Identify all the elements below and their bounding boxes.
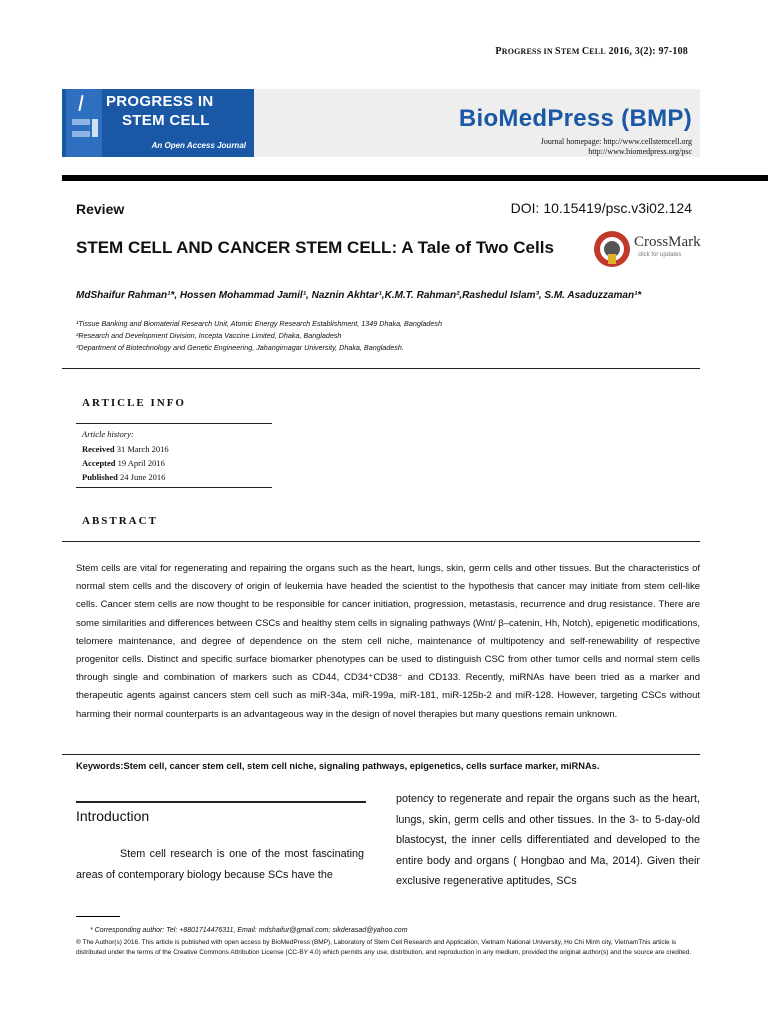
article-title: STEM CELL AND CANCER STEM CELL: A Tale of Two Cells [76,238,554,257]
crossmark-label: CrossMark [634,234,701,250]
publisher-banner [254,89,700,157]
homepage-link-2[interactable]: http://www.biomedpress.org/psc [588,147,692,156]
history-label: Article history: [82,429,134,439]
publisher-name: BioMedPress (BMP) [458,105,692,132]
received-date: Received 31 March 2016 [82,444,169,454]
footnote-rule [76,916,120,917]
running-head: PROGRESS IN STEM CELL 2016, 3(2): 97-108 [495,46,688,57]
article-type: Review [76,201,125,217]
logo-tagline: An Open Access Journal [151,141,246,150]
homepage-link-1[interactable]: Journal homepage: http://www.cellstemcell.org [540,137,692,146]
keywords: Keywords:Stem cell, cancer stem cell, stem cell niche, signaling pathways, epigenetics, cells surface marker, miRNAs. [76,761,600,771]
author-list: MdShaifur Rahman¹*, Hossen Mohammad Jamil¹, Naznin Akhtar¹,K.M.T. Rahman²,Rashedul Islam³, S.M. Asaduzzaman¹* [76,290,642,301]
logo-line1: PROGRESS IN [106,93,214,110]
crossmark-sublabel: click for updates [638,252,682,258]
affiliation-3: ³Department of Biotechnology and Genetic Engineering, Jahangirnagar University, Dhaka, Bangladesh. [76,343,404,352]
affiliation-2: ²Research and Development Division, Incepta Vaccine Limited, Dhaka, Bangladesh [76,331,342,340]
doi-link[interactable]: DOI: 10.15419/psc.v3i02.124 [510,200,692,216]
crossmark-badge[interactable] [592,228,702,270]
header-rule [62,175,768,181]
affiliation-1: ¹Tissue Banking and Biomaterial Research Unit, Atomic Energy Research Establishment, 1349 Dhaka, Bangladesh [76,319,443,328]
intro-left-column: Stem cell research is one of the most fascinating areas of contemporary biology because SCs have the [76,848,364,881]
journal-homepage[interactable] [541,137,692,157]
intro-rule [76,801,366,803]
intro-right-column: potency to regenerate and repair the organs such as the heart, lungs, skin, germ cells and other tissues. In the 3- to 5-day-old blastocyst, the inner cells differentiated and developed to the entire body and organs ( Hongbao and Ma, 2014). Given their exclusive regenerative aptitudes, SCs [396,793,700,887]
logo-line2: STEM CELL [122,112,210,129]
journal-logo[interactable] [62,89,254,157]
published-date: Published 24 June 2016 [82,472,166,482]
accepted-date: Accepted 19 April 2016 [82,458,165,468]
crossmark-icon [592,228,632,270]
introduction-heading: Introduction [76,808,150,824]
article-info-heading: ARTICLE INFO [82,397,186,409]
article-info-bottom-rule [76,487,272,488]
corresponding-author: * Corresponding author: Tel: +8801714476311, Email: mdshaifur@gmail.com; sikderasad@yahoo.com [90,927,408,934]
abstract-rule [62,541,700,542]
abstract-heading: ABSTRACT [82,515,158,527]
keywords-rule [62,754,700,755]
license-note: ® The Author(s) 2016. This article is published with open access by BioMedPress (BMP), Laboratory of Stem Cell Research and Application, Vietnam National University, Ho Chi Minh city, VietnamThis article is distributed under the terms of the Creative Commons Attribution License (CC-BY 4.0) which permits any use, distribution, and reproduction in any medium, provided the original author(s) and the source are credited. [76,939,692,956]
article-info-rule [76,423,272,424]
affiliation-rule [62,368,700,369]
abstract-text: Stem cells are vital for regenerating and repairing the organs such as the heart, lungs, skin, germ cells and other tissues. But the characteristics of normal stem cells and the discovery of origin of leukemia have headed the scientist to the hypothesis that cancer may initiate from stem cell-like cells. Cancer stem cells are now thought to be responsible for cancer initiation, progression, metastasis, recurrence and drug resistance. There are some similarities and differences between CSCs and healthy stem cells in signaling pathways (Wnt/ β–catenin, Hh, Notch), epigenetic modifications, telomere maintenance, and degree of dependence on the stem cell niche, maintenance of multipotency and self-renewability of respective progenitor cells. Distinct and specific surface biomarker phenotypes can be used to distinguish CSC from other tumor cells and normal stem cells through single and combination of markers such as CD44, CD34⁺CD38⁻ and CD133. Recently, miRNAs have been tried as a marker and therapeutic agents against cancers stem cell such as miR-34a, miR-199a, miR-181, miR-125b-2 and miR-128. However, targeting CSCs without harming their normal counterparts is an advantageous way in the design of novel therapies but many questions remain unknown. [76,563,700,720]
